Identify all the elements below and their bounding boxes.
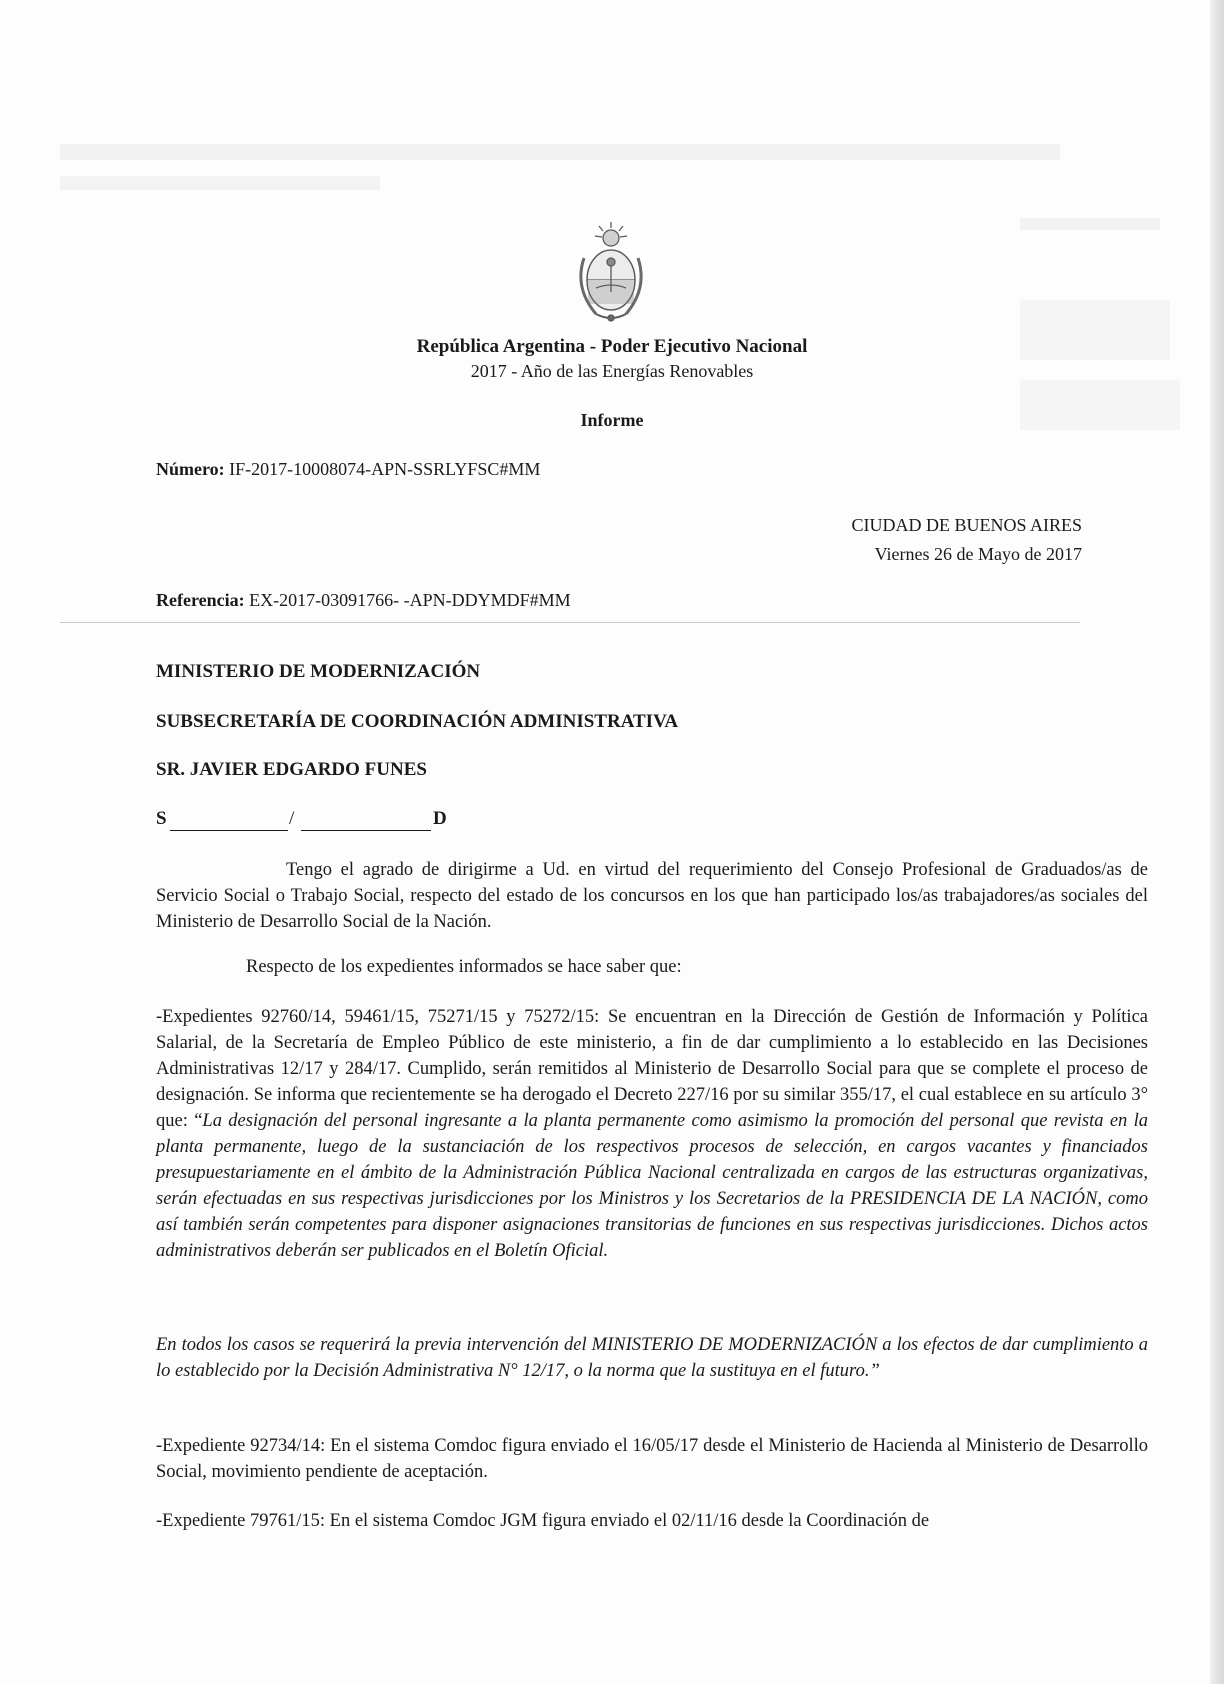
salutation-underline-2 [301,830,431,831]
body-paragraph-2: Respecto de los expedientes informados se hace saber que: [246,957,682,977]
argentina-coat-of-arms-icon [566,218,656,330]
salutation-slash: / [289,808,295,829]
referencia-line [156,590,571,611]
numero-label: Número: [156,459,225,479]
body-paragraph-1: Tengo el agrado de dirigirme a Ud. en virtud del requerimiento del Consejo Profesional de Graduados/as de Servicio Social o Trabajo Social, respecto del estado de los concursos en los que han participado los/as trabajadores/as sociales del Ministerio de Desarrollo Social de la Nación. [156,860,1148,932]
scan-edge-shadow [1210,0,1224,1684]
referencia-label: Referencia: [156,590,245,610]
bleed-through-1 [60,144,1060,160]
decree-quote-text: La designación del personal ingresante a la planta permanente como asimismo la promoción del personal que revista en la planta permanente, luego de la sustanciación de los respectivos procesos de selección, en cargos vacantes y financiados presupuestariamente en el ámbito de la Administración Pública Nacional centralizada en cargos de las estructuras organizativas, serán efectuadas en sus respectivas jurisdicciones por los Ministros y los Secretarios de la PRESIDENCIA DE LA NACIÓN, como así también serán competentes para disponer asignaciones transitorias de funciones en sus respectivas jurisdicciones. Dichos actos administrativos deberán ser publicados en el Boletín Oficial. [156,1111,1149,1261]
body-paragraph-4-quote: En todos los casos se requerirá la previa intervención del MINISTERIO DE MODERNIZACIÓN a los efectos de dar cumplimiento a lo establecido por la Decisión Administrativa N° 12/17, o la norma que la sustituya en el futuro.” [156,1335,1148,1381]
date: Viernes 26 de Mayo de 2017 [874,544,1082,564]
salutation-underline-1 [170,830,288,831]
city: CIUDAD DE BUENOS AIRES [851,515,1082,535]
salutation-sd [156,808,456,834]
salutation-s: S [156,808,167,829]
paragraph-3-text: -Expedientes 92760/14, 59461/15, 75271/15 y 75272/15: Se encuentran en la Dirección de Gestión de Información y Política Salarial, de la Secretaría de Empleo Público de este ministerio, a fin de dar cumplimiento a lo establecido en las Decisiones Administrativas 12/17 y 284/17. Cumplido, serán remitidos al Ministerio de Desarrollo Social para que se complete el proceso de designación. Se informa que recientemente se ha derogado el Decreto 227/16 por su similar 355/17, el cual establece en su artículo 3° que: “ [156,1007,1148,1131]
referencia-value: EX-2017-03091766- -APN-DDYMDF#MM [249,590,571,610]
header-year-motto: 2017 - Año de las Energías Renovables [470,361,754,381]
salutation-d: D [433,808,447,829]
body-paragraph-5: -Expediente 92734/14: En el sistema Comdoc figura enviado el 16/05/17 desde el Ministerio de Hacienda al Ministerio de Desarrollo Social, movimiento pendiente de aceptación. [156,1436,1148,1482]
addressee-ministry: MINISTERIO DE MODERNIZACIÓN [156,661,481,682]
bleed-through-2 [60,176,380,190]
header-republic: República Argentina - Poder Ejecutivo Nacional [416,336,808,357]
numero-value: IF-2017-10008074-APN-SSRLYFSC#MM [229,459,541,479]
body-paragraph-3 [156,1004,1148,1264]
bleed-through-3 [1020,218,1160,230]
document-type-title: Informe [580,410,644,430]
addressee-subsecretaria: SUBSECRETARÍA DE COORDINACIÓN ADMINISTRATIVA [156,711,679,732]
body-paragraph-6: -Expediente 79761/15: En el sistema Comdoc JGM figura enviado el 02/11/16 desde la Coordinación de [156,1511,930,1531]
addressee-person: SR. JAVIER EDGARDO FUNES [156,759,427,780]
numero-line [156,459,540,480]
fold-line-divider [60,622,1080,623]
